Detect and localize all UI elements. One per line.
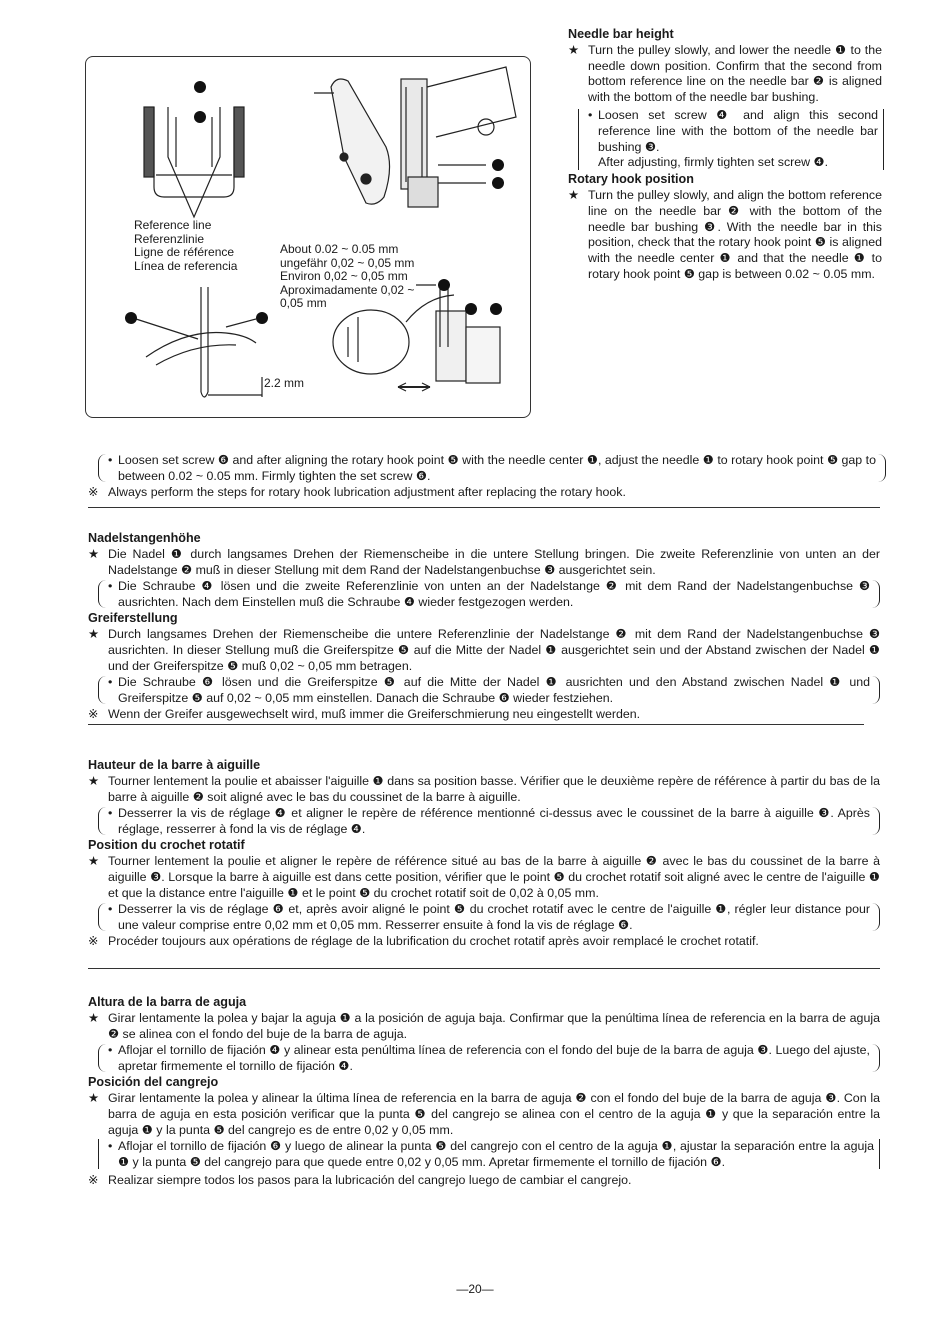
de-step-1-text: Die Nadel ❶ durch langsames Drehen der Riemenscheibe in die untere Stellung bringen. Die zweite Referenzlinie von unten an der Nadelstange ❷ muß in dieser Stellung mit dem Rand der Nadelstangenbuchse ❸ ausgerichtet sein. (108, 547, 880, 577)
callout-3b-marker (492, 177, 504, 189)
de-step-1 (88, 546, 880, 578)
divider-de (88, 724, 864, 725)
callout-1b-marker (438, 279, 450, 291)
spanish-block (88, 994, 880, 1188)
dot-bullet: • (588, 107, 593, 122)
heading-hauteur-barre: Hauteur de la barre à aiguille (88, 758, 261, 772)
fr-adjust-2-text: Desserrer la vis de réglage ❻ et, après avoir aligné le point ❺ du crochet rotatif avec le centre de l'aiguille ❶, régler leur distance pour une valeur comprise entre 0,02 mm et 0,05 mm. Resserrer ensuite à fond la vis de réglage ❻. (118, 902, 870, 932)
needle-bar-drawing (144, 107, 244, 217)
de-step-2 (88, 626, 880, 674)
german-block (88, 530, 880, 722)
gap-label-es-2: 0,05 mm (280, 296, 327, 310)
de-adjust-2-text: Die Schraube ❻ lösen und die Greiferspitze ❺ auf die Mitte der Nadel ❶ ausrichten und den Abstand zwischen Nadel ❶ und Greiferspitze ❺ auf 0,02 ~ 0,05 mm einstellen. Danach die Schraube ❻ wieder festziehen. (118, 675, 870, 705)
es-adjust-box-2 (108, 1138, 874, 1170)
dot-bullet: • (108, 902, 113, 916)
en-step-1 (568, 43, 882, 106)
de-note-text: Wenn der Greifer ausgewechselt wird, muß immer die Greiferschmierung neu eingestellt werden. (108, 707, 641, 721)
dot-bullet: • (108, 453, 113, 467)
es-step-2-text: Girar lentamente la polea y alinear la última línea de referencia en la barra de aguja ❷ con el fondo del buje de la barra de aguja ❸. Con la barra de aguja en esta posición verificar que la punta ❺ del cangrejo se alinea con el centro de la aguja ❶ y que la separación entre la aguja ❶ y la punta ❺ del cangrejo es de entre 0,02 y 0,05 mm. (108, 1091, 880, 1137)
callout-6-marker (490, 303, 502, 315)
callout-2-marker (194, 111, 206, 123)
reference-label-en: Reference line (134, 218, 212, 232)
dot-bullet: • (108, 1139, 113, 1153)
fr-step-2-text: Tourner lentement la poulie et aligner le repère de référence situé au bas de la barre à aiguille ❷ avec le bas du coussinet de la barre à aiguille ❸. Lorsque la barre à aiguille est dans cette position, vérifier que le point ❺ du crochet rotatif soit aligné avec le centre de l'aiguille ❶ et que la distance entre l'aiguille ❶ et le point ❺ du crochet rotatif soit de 0,02 à 0,05 mm. (108, 854, 880, 900)
en-note (88, 484, 882, 500)
callout-5-marker (256, 312, 268, 324)
french-block (88, 757, 880, 949)
heading-rotary-hook-position: Rotary hook position (568, 172, 694, 187)
fr-step-2 (88, 853, 880, 901)
fr-note-text: Procéder toujours aux opérations de réglage de la lubrification du crochet rotatif après avoir remplacé le crochet rotatif. (108, 934, 759, 948)
gap-label-de: ungefähr 0,02 ~ 0,05 mm (280, 255, 415, 270)
en-adjust-1-text: Loosen set screw ❹ and align this second reference line with the bottom of the needle bar bushing ❸. (598, 107, 878, 154)
es-step-1-text: Girar lentamente la polea y bajar la aguja ❶ a la posición de aguja baja. Confirmar que la penúltima línea de referencia en la barra de aguja ❷ se alinea con el fondo del buje de la barra de aguja. (108, 1011, 880, 1041)
reference-label-fr: Ligne de référence (134, 245, 235, 259)
en-adjust-1b-text: After adjusting, firmly tighten set screw ❹. (598, 155, 829, 170)
heading-posicion-cangrejo: Posición del cangrejo (88, 1075, 219, 1089)
machine-head-drawing (314, 67, 516, 207)
heading-position-crochet: Position du crochet rotatif (88, 838, 245, 852)
note-symbol: ※ (88, 1173, 99, 1187)
en-note-text: Always perform the steps for rotary hook lubrication adjustment after replacing the rotary hook. (108, 485, 626, 499)
reference-label-de: Referenzlinie (134, 231, 205, 246)
star-bullet: ★ (88, 854, 100, 868)
star-bullet: ★ (568, 42, 580, 57)
es-note-text: Realizar siempre todos los pasos para la lubricación del cangrejo luego de cambiar el cangrejo. (108, 1173, 632, 1187)
de-adjust-box-2 (108, 674, 870, 706)
callout-1-marker (125, 312, 137, 324)
page-number: —20— (456, 1282, 494, 1296)
es-adjust-2-text: Aflojar el tornillo de fijación ❻ y luego de alinear la punta ❺ del cangrejo con el centro de la aguja ❶, ajustar la separación entre la aguja ❶ y la punta ❺ del cangrejo para que quede entre 0,02 y 0,05 mm. Apretar firmemente el tornillo de fijación ❻. (118, 1139, 874, 1169)
dimension-label: 2.2 mm (264, 376, 305, 390)
reference-line-labels (134, 219, 237, 273)
star-bullet: ★ (88, 547, 100, 561)
fr-adjust-box-2 (108, 901, 870, 933)
en-adjust-box-1 (588, 108, 878, 171)
dot-bullet: • (108, 675, 113, 689)
fr-step-1 (88, 773, 880, 805)
callout-5b-marker (465, 303, 477, 315)
divider-fr (88, 968, 880, 969)
heading-altura-barra: Altura de la barra de aguja (88, 995, 247, 1009)
fr-step-1-text: Tourner lentement la poulie et abaisser l'aiguille ❶ dans sa position basse. Vérifier que le deuxième repère de référence à partir du bas de la barre à aiguille ❷ soit aligné avec le bas du coussinet de la barre à aiguille. (108, 774, 880, 804)
star-bullet: ★ (88, 1011, 100, 1025)
en-step-2-text: Turn the pulley slowly, and align the bottom reference line on the needle bar ❷ with the bottom of the needle bar bushing ❸. With the needle bar in this position, check that the rotary hook point ❺ is aligned with the needle center ❶ and that the needle ❶ to rotary hook point ❺ gap is between 0.02 ~ 0.05 mm. (588, 187, 882, 281)
en-step-1-text: Turn the pulley slowly, and lower the needle ❶ to the needle down position. Confirm that the second from bottom reference line on the needle bar ❷ is aligned with the bottom of the needle bar bushing. (588, 42, 882, 105)
es-note (88, 1172, 880, 1188)
de-step-2-text: Durch langsames Drehen der Riemenscheibe die untere Referenzlinie der Nadelstange ❷ mit dem Rand der Nadelstangenbuchse ❸ ausrichten. In dieser Stellung muß die Greiferspitze ❺ auf die Mitte der Nadel ❶ ausgerichtet sein und der Abstand zwischen der Nadel ❶ und der Greiferspitze ❺ muß 0,02 ~ 0,05 mm betragen. (108, 627, 880, 673)
dot-bullet: • (108, 806, 113, 820)
es-adjust-box-1 (108, 1042, 870, 1074)
fr-note (88, 933, 880, 949)
figure-frame (85, 56, 531, 418)
star-bullet: ★ (568, 187, 580, 202)
callout-3-marker (194, 81, 206, 93)
star-bullet: ★ (88, 1091, 100, 1105)
dot-bullet: • (108, 579, 113, 593)
note-symbol: ※ (88, 707, 99, 721)
de-note (88, 706, 880, 722)
heading-greiferstellung: Greiferstellung (88, 611, 178, 625)
english-upper-column (568, 27, 882, 283)
gap-label-fr: Environ 0,02 ~ 0,05 mm (280, 269, 408, 283)
star-bullet: ★ (88, 774, 100, 788)
english-lower-block (88, 452, 882, 500)
gap-label-es: Aproximadamente 0,02 ~ (280, 282, 415, 297)
heading-needle-bar-height: Needle bar height (568, 27, 674, 41)
reference-label-es: Línea de referencia (134, 258, 238, 273)
es-step-2 (88, 1090, 880, 1138)
callout-4-marker (492, 159, 504, 171)
en-step-2 (568, 188, 882, 283)
fr-adjust-1-text: Desserrer la vis de réglage ❹ et aligner le repère de référence mentionné ci-dessus avec le coussinet de la barre à aiguille ❸. Après réglage, resserrer à fond la vis de réglage ❹. (118, 806, 870, 836)
needle-hook-drawing (136, 287, 262, 397)
es-step-1 (88, 1010, 880, 1042)
de-adjust-1-text: Die Schraube ❹ lösen und die zweite Referenzlinie von unten an der Nadelstange ❷ mit dem Rand der Nadelstangenbuchse ❸ ausrichten. Nach dem Einstellen muß die Schraube ❹ wieder festgezogen werden. (118, 579, 870, 609)
heading-nadelstangenhoehe: Nadelstangenhöhe (88, 531, 201, 545)
es-adjust-1-text: Aflojar el tornillo de fijación ❹ y alinear esta penúltima línea de referencia con el fondo del buje de la barra de aguja ❸. Luego del ajuste, apretar firmemente el tornillo de fijación ❹. (118, 1043, 870, 1073)
gap-label-en: About 0.02 ~ 0.05 mm (280, 242, 399, 256)
fr-adjust-box-1 (108, 805, 870, 837)
dot-bullet: • (108, 1043, 113, 1057)
star-bullet: ★ (88, 627, 100, 641)
divider-en (88, 507, 880, 508)
gap-labels (280, 243, 414, 311)
note-symbol: ※ (88, 485, 99, 499)
en-adjust-2-text: Loosen set screw ❻ and after aligning the rotary hook point ❺ with the needle center ❶, adjust the needle ❶ to rotary hook point ❺ gap to between 0.02 ~ 0.05 mm. Firmly tighten the set screw ❻. (118, 453, 876, 483)
de-adjust-box-1 (108, 578, 870, 610)
en-adjust-box-2 (108, 452, 876, 484)
note-symbol: ※ (88, 934, 99, 948)
